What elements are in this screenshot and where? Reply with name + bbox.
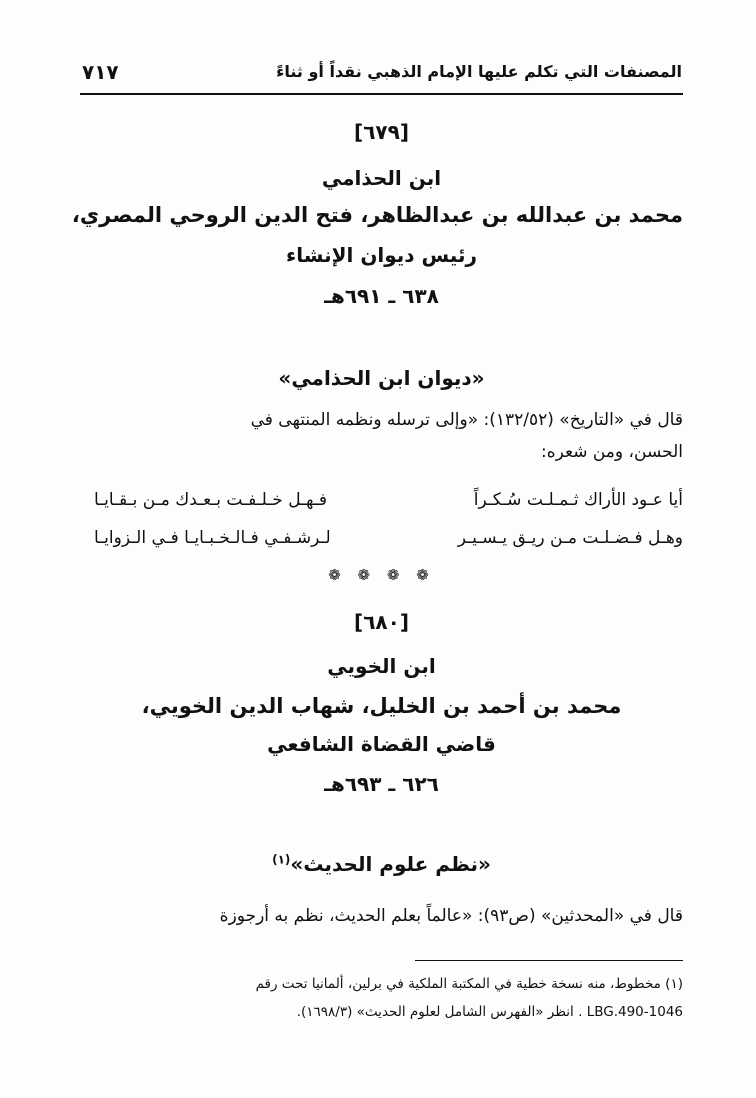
entry-years: ٦٢٦ ـ ٦٩٣هـ (324, 772, 439, 796)
page-number: ٧١٧ (82, 60, 119, 84)
work-title (80, 852, 683, 876)
verse-hemistich: لـرشـفـي فـالـخـبـايـا فـي الـزوايـا (94, 528, 331, 548)
footnote-line: (١) مخطوط، منه نسخة خطية في المكتبة الملكية في برلين، ألمانيا تحت رقم (255, 976, 683, 992)
entry-full-name: محمد بن عبدالله بن عبدالظاهر، فتح الدين الروحي المصري، (71, 203, 683, 227)
footnote-ref: (١) (272, 852, 291, 867)
entry-text (70, 404, 683, 468)
entry-name: ابن الحذامي (321, 166, 442, 190)
text-line: الحسن، ومن شعره: (541, 442, 683, 462)
entry-full-name: محمد بن أحمد بن الخليل، شهاب الدين الخويي، (141, 694, 622, 718)
entry-text (70, 900, 683, 932)
verse-line (80, 490, 683, 520)
entry-number: [٦٨٠] (354, 610, 409, 634)
work-title: «ديوان ابن الحذامي» (278, 366, 485, 390)
text-line: قال في «المحدثين» (ص٩٣): «عالماً بعلم الحديث، نظم به أرجوزة (219, 906, 683, 926)
entry-role: رئيس ديوان الإنشاء (286, 243, 477, 267)
work-title-text: «نظم علوم الحديث» (290, 852, 491, 876)
footnote-rule (415, 960, 683, 961)
header-rule (80, 93, 683, 95)
footnote-line: 1046-LBG.490 . انظر «الفهرس الشامل لعلوم الحديث» (١٦٩٨/٣). (296, 1004, 683, 1020)
entry-name: ابن الخويي (327, 654, 436, 678)
entry-number: [٦٧٩] (354, 120, 409, 144)
verse-line (80, 528, 683, 558)
section-separator: ❁ ❁ ❁ ❁ (328, 566, 435, 584)
text-line: قال في «التاريخ» (١٣٢/٥٢): «وإلى ترسله ونظمه المنتهى في (250, 410, 683, 430)
verse-hemistich: فـهـل خـلـفـت بـعـدك مـن بـقـايـا (94, 490, 328, 510)
entry-years: ٦٣٨ ـ ٦٩١هـ (324, 284, 439, 308)
verse-hemistich: وهـل فـضـلـت مـن ريـق يـسـيـر (457, 528, 683, 548)
footnote (70, 970, 683, 1026)
running-header (82, 60, 682, 90)
entry-role: قاضي القضاة الشافعي (267, 732, 496, 756)
header-title: المصنفات التي تكلم عليها الإمام الذهبي نقداً أو ثناءً (276, 62, 682, 81)
verse-hemistich: أيا عـود الأراك ثـمـلـت سُـكـراً (473, 490, 683, 510)
